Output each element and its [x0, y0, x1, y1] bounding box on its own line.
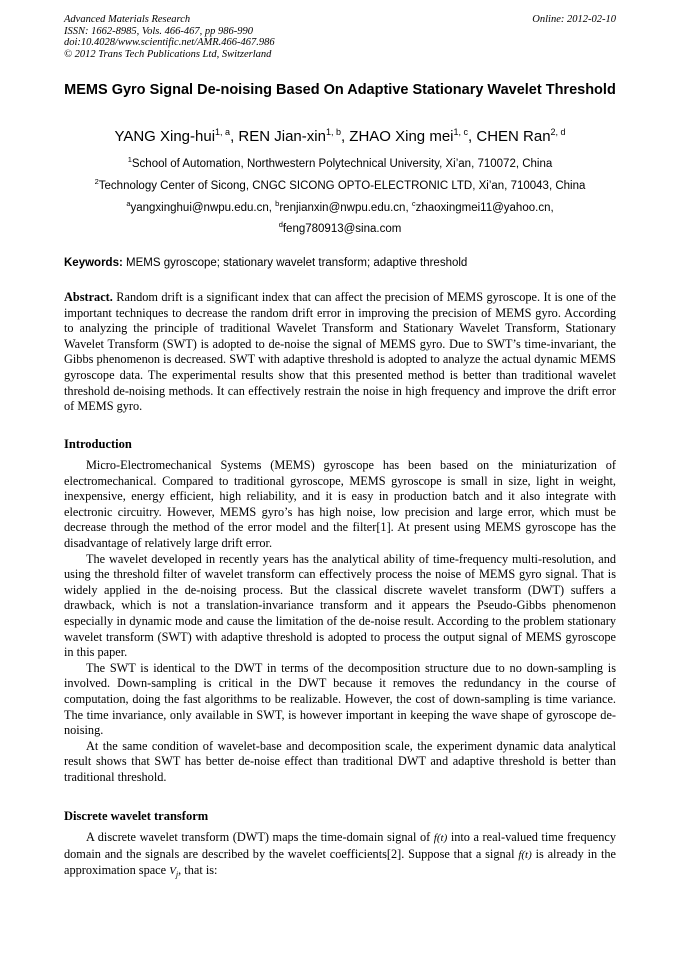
author-name: YANG Xing-hui — [114, 128, 216, 145]
section-heading: Discrete wavelet transform — [64, 809, 209, 823]
online-date: Online: 2012-02-10 — [532, 14, 616, 25]
math-ft: f(t) — [518, 848, 532, 861]
keywords-text: MEMS gyroscope; stationary wavelet transform; adaptive threshold — [126, 257, 468, 269]
math-ft: f(t) — [433, 832, 448, 844]
doi-line: doi:10.4028/www.scientific.net/AMR.466-467.986 — [64, 37, 275, 48]
affiliation-text: Technology Center of Sicong, CNGC SICONG OPTO-ELECTRONIC LTD, Xi’an, 710043, China — [98, 180, 586, 192]
author-superscript: 1, a — [215, 127, 231, 137]
author-superscript: 1, c — [453, 127, 469, 137]
dwt-body — [64, 830, 616, 883]
keywords-label: Keywords: — [64, 257, 123, 269]
abstract — [64, 290, 616, 415]
abstract-text: Random drift is a significant index that can affect the precision of MEMS gyroscope. It is one of the important techniques to decrease the random drift error in improving the precision of MEMS gyro. According to analyzing the principle of traditional Wavelet Transform and Stationary Wavelet Transform, Stationary Wavelet Transform (SWT) is adopted to de-noise the signal of MEMS gyro. Due to SWT’s time-invariant, the Gibbs phenomenon is decreased. SWT with adaptive threshold is adopted to analyze the actual dynamic MEMS gyroscope data. The experimental results show that this presented method is better than traditional wavelet threshold de-noising methods. It can effectively restrain the noise in high frequency and improve the drift error of MEMS gyro. — [64, 290, 616, 414]
author-list: YANG Xing-hui$^{1, a}$, REN Jian-xin$^{1, b}$, ZHAO Xing mei$^{1, c}$, CHEN Ran$^{2, d}$ — [114, 127, 566, 145]
author-email[interactable]: yangxinghui@nwpu.edu.cn — [130, 202, 269, 214]
author-email[interactable]: zhaoxingmei11@yahoo.cn — [415, 202, 551, 214]
paragraph: The SWT is identical to the DWT in terms of the decomposition structure due to no down-sampling is involved. Down-sampling is critical in the DWT because it removes the redundancy in the course of computation, doing the fast algorithms to be realizable. However, the cost of down-sampling is time variance. The time invariance, only available in SWT, is however important in keeping the wave shape of gyroscope de-noising. — [64, 660, 616, 738]
affiliation-superscript: 2 — [94, 177, 99, 186]
abstract-label: Abstract. — [64, 290, 113, 304]
introduction-body — [64, 458, 616, 785]
author-superscript: 2, d — [550, 127, 566, 137]
email-list: $^a$yangxinghui@nwpu.edu.cn, $^b$renjianxin@nwpu.edu.cn, $^c$zhaoxingmei11@yahoo.cn, — [126, 199, 554, 214]
paper-title: MEMS Gyro Signal De-noising Based On Adaptive Stationary Wavelet Threshold — [64, 82, 616, 98]
affiliation — [40, 157, 640, 171]
journal-header — [64, 14, 616, 60]
author-superscript: 1, b — [325, 127, 341, 137]
author-name: REN Jian-xin — [238, 128, 326, 145]
affiliation-superscript: 1 — [127, 155, 132, 164]
section-heading: Introduction — [64, 437, 132, 451]
issn-line: ISSN: 1662-8985, Vols. 466-467, pp 986-990 — [64, 25, 253, 37]
paragraph: Micro-Electromechanical Systems (MEMS) gyroscope has been based on the miniaturization of electromechanical. Compared to traditional gyroscope, MEMS gyroscope is small in size, light in weight, inexpensive, energy efficient, high reliability, and it is easy in production batch and it also integrate with electronic circuitry. However, MEMS gyro’s has high noise, low precision and large error, which must be decrease through the method of the error model and the filter[1]. At present using MEMS gyroscope has the disadvantage of relatively large drift error. — [64, 458, 616, 550]
author-name: CHEN Ran — [476, 128, 551, 145]
author-name: ZHAO Xing mei — [349, 128, 454, 145]
author-email[interactable]: renjianxin@nwpu.edu.cn — [279, 202, 406, 214]
journal-name: Advanced Materials Research — [64, 14, 191, 25]
paragraph: The wavelet developed in recently years has the analytical ability of time-frequency multi-resolution, and using the threshold filter of wavelet transform can effectively process the noise of MEMS gyro signal. That is widely applied in the de-noising process. But the classical discrete wavelet transform (DWT) suffers a drawback, which is not a translation-invariance transform and it appears the Pseudo-Gibbs phenomenon especially in dynamic mode and cause the limitation of the de-noise result. According to the problem stationary wavelet transform (SWT) with adaptive threshold is adopted to process the output signal of MEMS gyroscope in this paper. — [64, 551, 616, 660]
email-list: $^d$feng780913@sina.com — [278, 220, 402, 235]
math-vj: $V_j$ — [169, 865, 179, 880]
affiliation-text: School of Automation, Northwestern Polytechnical University, Xi’an, 710072, China — [131, 158, 553, 170]
paragraph: At the same condition of wavelet-base and decomposition scale, the experiment dynamic data analytical result shows that SWT has better de-noise effect than traditional DWT and adaptive threshold is better than traditional threshold. — [64, 738, 616, 784]
author-email[interactable]: feng780913@sina.com — [282, 223, 402, 235]
copyright-line: © 2012 Trans Tech Publications Ltd, Switzerland — [64, 48, 272, 60]
paragraph: A discrete wavelet transform (DWT) maps the time-domain signal of f(t) into a real-valued time frequency domain and the signals are described by the wavelet coefficients[2]. Suppose that a signal f(t) is already in the approximation space $V_j$, that is: — [64, 830, 617, 880]
affiliation — [40, 179, 640, 193]
keywords — [64, 256, 616, 270]
